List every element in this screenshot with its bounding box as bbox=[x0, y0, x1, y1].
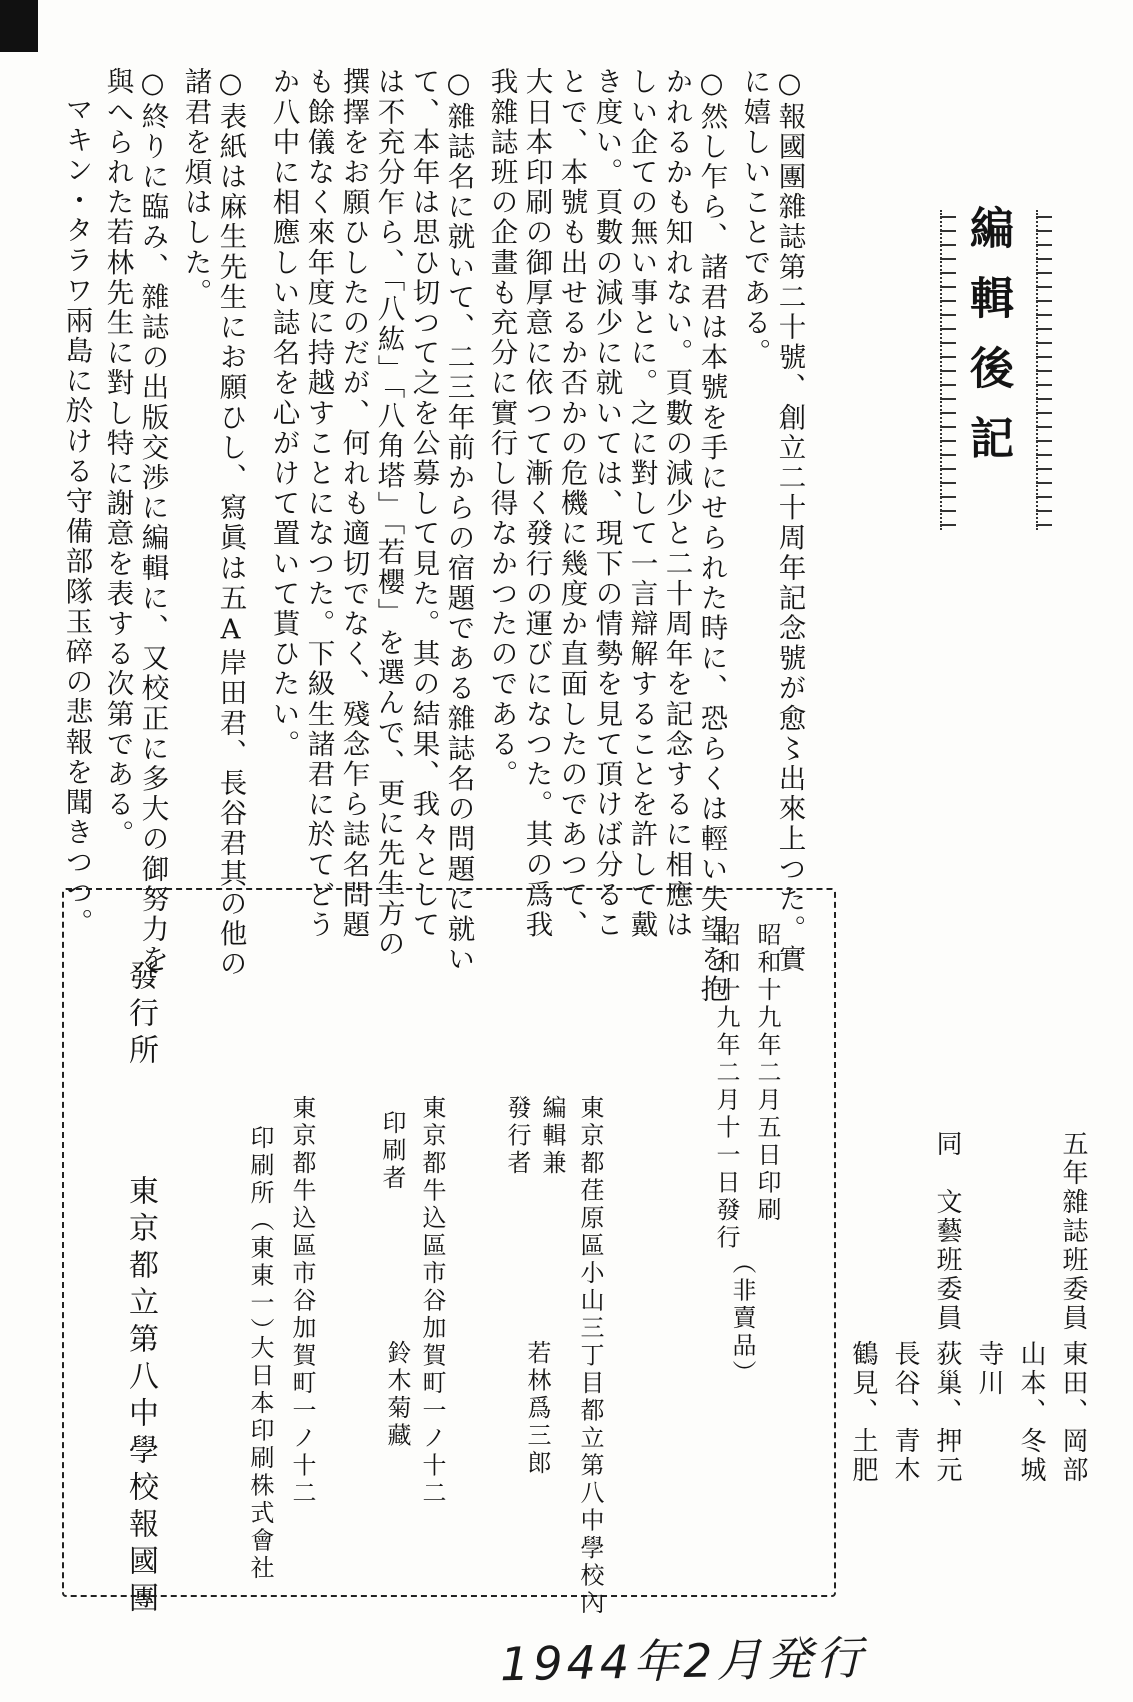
body-line-12: は不充分乍ら、「八紘」「八角塔」「若櫻」を選んで、更に先生方の bbox=[372, 67, 405, 959]
editor-label: 編輯兼 bbox=[538, 1095, 566, 1178]
body-line-7: とで、本號も出せるか否かの危機に幾度か直面したのであつて、 bbox=[555, 67, 588, 940]
press-name: 大日本印刷株式會社 bbox=[246, 1335, 274, 1583]
body-line-2: に嬉しいことである。 bbox=[738, 67, 771, 368]
body-line-14: も餘儀なく來年度に持越すことになつた。下級生諸君に於てどう bbox=[302, 67, 335, 940]
school-address: 東京都荏原區小山三丁目都立第八中學校內 bbox=[576, 1095, 604, 1618]
title-border-left bbox=[940, 210, 956, 530]
zasshi-members-3: 寺川 bbox=[974, 1340, 1004, 1398]
handwritten-note: 1944年2月発行 bbox=[499, 1630, 867, 1692]
body-line-18: ○終りに臨み、雜誌の出版交渉に編輯に、又校正に多大の御努力を bbox=[136, 67, 169, 975]
body-line-19: 與へられた若林先生に對し特に謝意を表する次第である。 bbox=[101, 67, 134, 850]
bungei-members-1: 荻巢、押元 bbox=[932, 1340, 962, 1485]
press-address: 東京都牛込區市谷加賀町一ノ十二 bbox=[288, 1095, 316, 1508]
printed-date: 昭和十九年二月五日印刷 bbox=[753, 922, 781, 1225]
body-line-11: て、本年は思ひ切つて之を公募して見た。其の結果、我々として bbox=[407, 67, 440, 940]
bungei-members-3: 鶴見、土肥 bbox=[848, 1340, 878, 1485]
body-line-16: ○表紙は麻生先生にお願ひし、寫眞は五A岸田君、長谷君其の他の bbox=[214, 67, 247, 979]
scan-corner-mark bbox=[0, 0, 38, 52]
bungei-committee-label: 同 文藝班委員 bbox=[932, 1130, 962, 1333]
publisher-name: 東京都立第八中學校報國團 bbox=[123, 1175, 158, 1619]
body-line-4: かれるかも知れない。頁數の減少と二十周年を記念するに相應は bbox=[660, 67, 693, 940]
body-line-3: ○然し乍ら、諸君は本號を手にせられた時に、恐らくは輕い失望を抱 bbox=[695, 67, 728, 1005]
body-line-15: か八中に相應しい誌名を心がけて置いて貰ひたい。 bbox=[267, 67, 300, 760]
body-line-10: ○雜誌名に就いて、二三年前からの宿題である雜誌名の問題に就い bbox=[442, 67, 475, 975]
printer-label: 印刷者 bbox=[378, 1110, 406, 1193]
body-line-6: き度い。頁數の減少に就いては、現下の情勢を見て頂けば分るこ bbox=[590, 67, 623, 940]
published-date: 昭和十九年二月十一日發行 bbox=[712, 922, 740, 1252]
body-line-9: 我雜誌班の企畫も充分に實行し得なかつたのである。 bbox=[485, 67, 518, 790]
printer-address: 東京都牛込區市谷加賀町一ノ十二 bbox=[418, 1095, 446, 1508]
zasshi-committee-label: 五年雜誌班委員 bbox=[1058, 1130, 1088, 1333]
body-line-17: 諸君を煩はした。 bbox=[179, 67, 212, 308]
zasshi-members-2: 山本、冬城 bbox=[1016, 1340, 1046, 1485]
body-line-5: しい企ての無い事とに。之に對して一言辯解することを許して戴 bbox=[625, 67, 658, 940]
press-label: 印刷所（東東一） bbox=[246, 1125, 274, 1345]
publisher-label: 發行所 bbox=[123, 960, 158, 1071]
body-line-13: 撰擇をお願ひしたのだが、何れも適切でなく、殘念乍ら誌名問題 bbox=[337, 67, 370, 940]
bungei-members-2: 長谷、青木 bbox=[890, 1340, 920, 1485]
zasshi-members-1: 東田、岡部 bbox=[1058, 1340, 1088, 1485]
editor-name: 若林爲三郎 bbox=[523, 1340, 551, 1478]
editor-role: 發行者 bbox=[503, 1095, 531, 1178]
not-for-sale: （非賣品） bbox=[728, 1250, 756, 1388]
body-line-8: 大日本印刷の御厚意に依つて漸く發行の運びになつた。其の爲我 bbox=[520, 67, 553, 940]
printer-name: 鈴木菊藏 bbox=[383, 1340, 411, 1450]
body-line-1: ○報國團雜誌第二十號、創立二十周年記念號が愈〻出來上つた。實 bbox=[773, 67, 806, 975]
page-title: 編輯後記 bbox=[962, 205, 1013, 485]
body-line-20: マキン・タラワ兩島に於ける守備部隊玉碎の悲報を聞きつつ。 bbox=[60, 95, 93, 938]
title-border-right bbox=[1036, 210, 1052, 530]
